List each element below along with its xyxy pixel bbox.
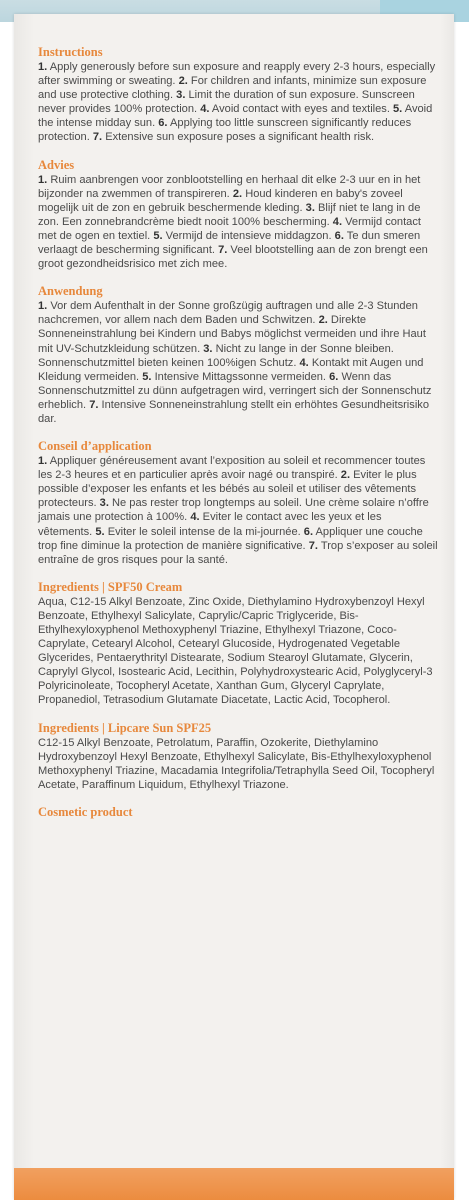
step-text: Ruim aanbrengen voor zonblootstelling en herhaal dit elke 2-3 uur en in het bijzonder na zwemmen of transpireren.: [38, 173, 421, 200]
step-number: 7.: [218, 244, 228, 257]
instructions-text: [38, 60, 438, 145]
advies-text: [38, 173, 438, 272]
step-number: 3.: [176, 89, 186, 102]
step-text: Vermijd contact met de ogen en textiel.: [38, 215, 421, 242]
step-number: 7.: [92, 131, 103, 144]
anwendung-text: [38, 299, 438, 426]
step-text: Intensive Sonneneinstrahlung stellt ein erhöhtes Gesundheitsrisiko dar.: [38, 398, 430, 425]
step-text: Direkte Sonneneinstrahlung bei Kindern und Babys möglichst vermeiden und ihre Haut mit UV-Schutzkleidung schützen.: [38, 314, 426, 355]
step-number: 2.: [340, 469, 351, 482]
step-number: 3.: [305, 201, 315, 214]
step-text: Trop s’exposer au soleil entraîne de gros risques pour la santé.: [38, 539, 438, 566]
label-text-area: [38, 44, 438, 832]
step-number: 3.: [99, 497, 109, 510]
step-number: 4.: [200, 103, 210, 116]
step-text: Avoid contact with eyes and textiles.: [209, 103, 394, 116]
anwendung-section: [38, 283, 438, 426]
step-number: 5.: [153, 229, 163, 242]
step-text: Apply generously before sun exposure and reapply every 2-3 hours, especially after swimming or sweating.: [38, 61, 436, 88]
ingredients-lipcare-section: [38, 720, 438, 792]
step-text: Extensive sun exposure poses a significant health risk.: [102, 131, 375, 144]
advies-section: [38, 157, 438, 272]
step-number: 6.: [303, 525, 314, 538]
box-right-shade: [440, 14, 454, 1200]
step-number: 3.: [203, 342, 213, 355]
step-text: Appliquer une couche trop fine diminue la protection de manière significative.: [38, 525, 423, 552]
conseil-section: [38, 438, 438, 567]
step-number: 2.: [178, 75, 188, 88]
step-number: 1.: [38, 455, 48, 468]
step-number: 5.: [142, 370, 152, 383]
instructions-heading: Instructions: [38, 45, 103, 59]
step-text: Applying too little sunscreen significantly reduces protection.: [38, 117, 412, 144]
step-text: Wenn das Sonnenschutzmittel zu dünn aufgetragen wird, verringert sich der Sonnenschutz erheblich.: [38, 370, 432, 411]
instructions-section: [38, 44, 438, 145]
step-text: Blijf niet te lang in de zon. Een zonnebrandcrème biedt nooit 100% bescherming.: [38, 201, 421, 228]
step-text: Appliquer généreusement avant l’exposition au soleil et recommencer toutes les 2-3 heures et en particulier après avoir nagé ou transpiré.: [38, 455, 426, 482]
step-number: 6.: [329, 370, 339, 383]
step-number: 1.: [38, 61, 48, 73]
step-number: 1.: [38, 173, 48, 186]
step-text: Nicht zu lange in der Sonne bleiben. Sonnenschutzmittel bieten keinen 100%igen Schutz.: [38, 342, 394, 369]
step-text: Eviter le contact avec les yeux et les vêtements.: [38, 511, 382, 538]
step-text: Intensive Mittagssonne vermeiden.: [151, 370, 330, 383]
step-number: 7.: [308, 539, 318, 552]
ingredients-lipcare-list: C12-15 Alkyl Benzoate, Petrolatum, Paraffin, Ozokerite, Diethylamino Hydroxybenzoyl Hexyl Benzoate, Ethylhexyl Salicylate, Bis-Ethylhexyloxyphenol Methoxyphenyl Triazine, Macadamia Integrifolia/Tetraphylla Seed Oil, Tocopheryl Acetate, Paraffinum Liquidum, Ethylhexyl Triazone.: [38, 736, 435, 791]
step-text: Te dun smeren verlaagt de bescherming significant.: [38, 229, 421, 257]
step-text: Eviter le soleil intense de la mi-journée.: [104, 525, 304, 538]
anwendung-heading: Anwendung: [38, 284, 103, 299]
step-text: Houd kinderen en baby's zoveel mogelijk uit de zon en gebruik beschermende kleding.: [38, 187, 403, 214]
step-number: 5.: [393, 103, 403, 116]
step-number: 4.: [299, 356, 309, 369]
ingredients-spf50-list: Aqua, C12-15 Alkyl Benzoate, Zinc Oxide, Diethylamino Hydroxybenzoyl Hexyl Benzoate, Ethylhexyl Salicylate, Caprylic/Capric Triglyceride, Bis-Ethylhexyloxyphenol Methoxyphenyl Triazine, Ethylhexyl Triazone, Coco-Caprylate, Cetearyl Alcohol, Cetearyl Glucoside, Hydrogenated Vegetable Glycerides, Pentaerythrityl Distearate, Sodium Stearoyl Glutamate, Glycerin, Caprylyl Glycol, Isostearic Acid, Lecithin, Polyhydroxystearic Acid, Polyglyceryl-3 Polyricinoleate, Tocopheryl Acetate, Xanthan Gum, Glyceryl Caprylate, Propanediol, Tetrasodium Glutamate Diacetate, Lactic Acid, Tocopherol.: [38, 595, 433, 707]
step-text: Vermijd de intensieve middagzon.: [162, 229, 335, 242]
cosmetic-product-label: Cosmetic product: [38, 804, 133, 819]
advies-heading: Advies: [38, 157, 75, 172]
step-number: 5.: [95, 525, 105, 538]
ingredients-spf50-heading: Ingredients | SPF50 Cream: [38, 579, 183, 594]
step-number: 4.: [332, 215, 343, 228]
conseil-heading: Conseil d’application: [38, 439, 152, 454]
conseil-text: [38, 454, 438, 567]
ingredients-spf50-section: [38, 579, 438, 708]
step-text: Limit the duration of sun exposure. Sunscreen never provides 100% protection.: [38, 89, 415, 116]
step-number: 2.: [318, 314, 328, 327]
step-number: 2.: [232, 187, 243, 200]
step-text: Avoid the intense midday sun.: [38, 103, 433, 130]
step-number: 6.: [334, 229, 344, 242]
step-number: 1.: [38, 300, 48, 313]
step-number: 4.: [190, 511, 200, 524]
step-text: Ne pas rester trop longtemps au soleil. Une crème solaire n’offre jamais une protection à 100%.: [38, 497, 429, 524]
step-number: 6.: [158, 117, 168, 130]
ingredients-lipcare-heading: Ingredients | Lipcare Sun SPF25: [38, 720, 212, 735]
step-number: 7.: [89, 398, 99, 411]
box-bottom-orange-band: [14, 1168, 454, 1200]
step-text: Eviter le plus possible d’exposer les enfants et les bébés au soleil et utiliser des vêtements protecteurs.: [38, 469, 417, 510]
box-left-shade: [14, 14, 34, 1200]
step-text: Veel blootstelling aan de zon brengt een groot gezondheidsrisico met zich mee.: [38, 244, 428, 271]
step-text: Kontakt mit Augen und Kleidung vermeiden.: [38, 356, 424, 383]
step-text: For children and infants, minimize sun exposure and use protective clothing.: [38, 75, 427, 102]
step-text: Vor dem Aufenthalt in der Sonne großzügig auftragen und alle 2-3 Stunden nachcremen, vor allem nach dem Baden und Schwitzen.: [38, 300, 418, 327]
